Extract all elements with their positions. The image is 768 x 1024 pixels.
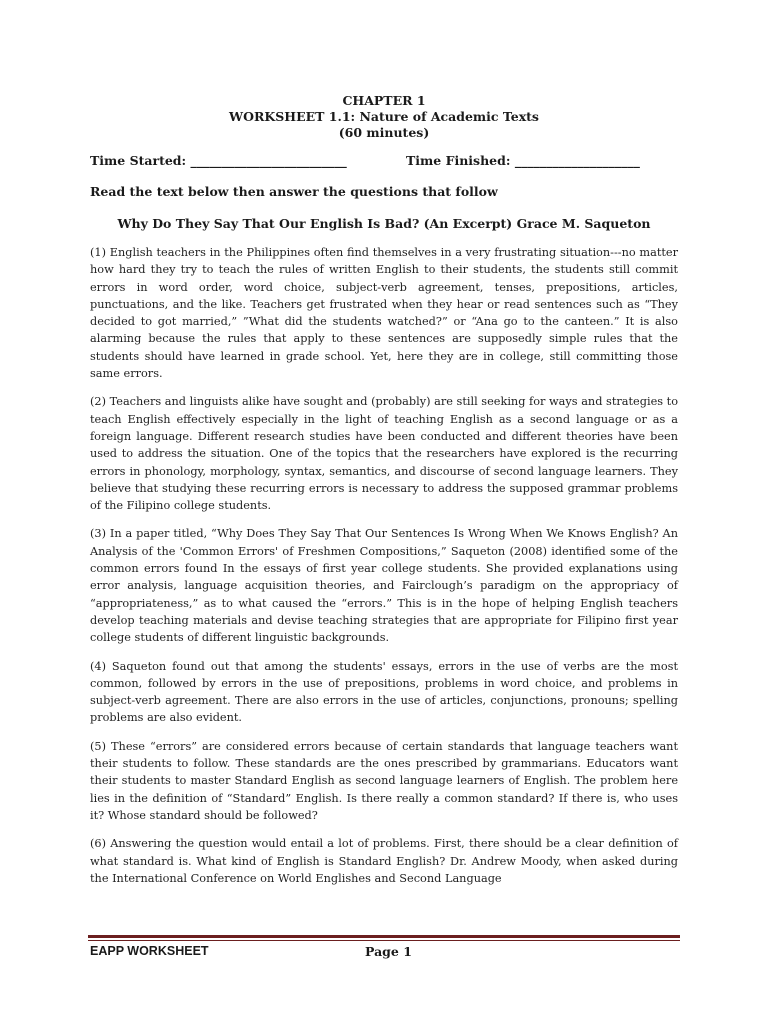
- paragraph-2: (2) Teachers and linguists alike have sought and (probably) are still seeking for ways and strategies to teach English effectively especially in the light of teaching English as a second language or as a foreign language. Different research studies have been conducted and different theories have been used to address the situation. One of the topics that the researchers have explored is the recurring errors in phonology, morphology, syntax, semantics, and discourse of second language learners. They believe that studying these recurring errors is necessary to address the supposed grammar problems of the Filipino college students.: [90, 395, 678, 513]
- paragraph-1: (1) English teachers in the Philippines often find themselves in a very frustrating situation---no matter how hard they try to teach the rules of written English to their students, the students still commit errors in word order, word choice, subject-verb agreement, tenses, prepositions, articles, punctuations, and the like. Teachers get frustrated when they hear or read sentences such as “They decided to got married,” ”What did the students watched?” or “Ana go to the canteen.” It is also alarming because the rules that apply to these sentences are supposedly simple rules that the students should have learned in grade school. Yet, here they are in college, still committing those same errors.: [90, 246, 678, 381]
- footer-rule-thick: [88, 935, 680, 938]
- page-number: Page 1: [365, 944, 412, 959]
- duration-heading: (60 minutes): [338, 125, 430, 140]
- instruction-text: Read the text below then answer the questions that follow: [90, 184, 498, 199]
- time-finished-field: Time Finished: ____________________: [406, 153, 640, 168]
- worksheet-heading: WORKSHEET 1.1: Nature of Academic Texts: [229, 109, 539, 124]
- time-started-field: Time Started: _________________________: [90, 153, 347, 168]
- footer-rule-thin: [88, 940, 680, 941]
- chapter-heading: CHAPTER 1: [342, 93, 426, 108]
- paragraph-6: (6) Answering the question would entail a lot of problems. First, there should be a clear definition of what standard is. What kind of English is Standard English? Dr. Andrew Moody, when asked during the International Conference on World Englishes and Second Language: [90, 837, 678, 885]
- paragraph-3: (3) In a paper titled, “Why Does They Say That Our Sentences Is Wrong When We Knows English? An Analysis of the 'Common Errors' of Freshmen Compositions,” Saqueton (2008) identified some of the common errors found In the essays of first year college students. She provided explanations using error analysis, language acquisition theories, and Fairclough’s paradigm on the appropriacy of “appropriateness,” as to what caused the “errors.” This is in the hope of helping English teachers develop teaching materials and devise teaching strategies that are appropriate for Filipino first year college students of different linguistic backgrounds.: [90, 527, 678, 645]
- article-body: [90, 244, 678, 887]
- paragraph-4: (4) Saqueton found out that among the students' essays, errors in the use of verbs are the most common, followed by errors in the use of prepositions, problems in word choice, and problems in subject-verb agreement. There are also errors in the use of articles, conjunctions, pronouns; spelling problems are also evident.: [90, 659, 678, 725]
- article-title: Why Do They Say That Our English Is Bad? (An Excerpt) Grace M. Saqueton: [117, 216, 651, 231]
- footer-label: EAPP WORKSHEET: [90, 944, 209, 958]
- paragraph-5: (5) These “errors” are considered errors because of certain standards that language teachers want their students to follow. These standards are the ones prescribed by grammarians. Educators want their students to master Standard English as second language learners of English. The problem here lies in the definition of “Standard” English. Is there really a common standard? If there is, who uses it? Whose standard should be followed?: [90, 739, 678, 822]
